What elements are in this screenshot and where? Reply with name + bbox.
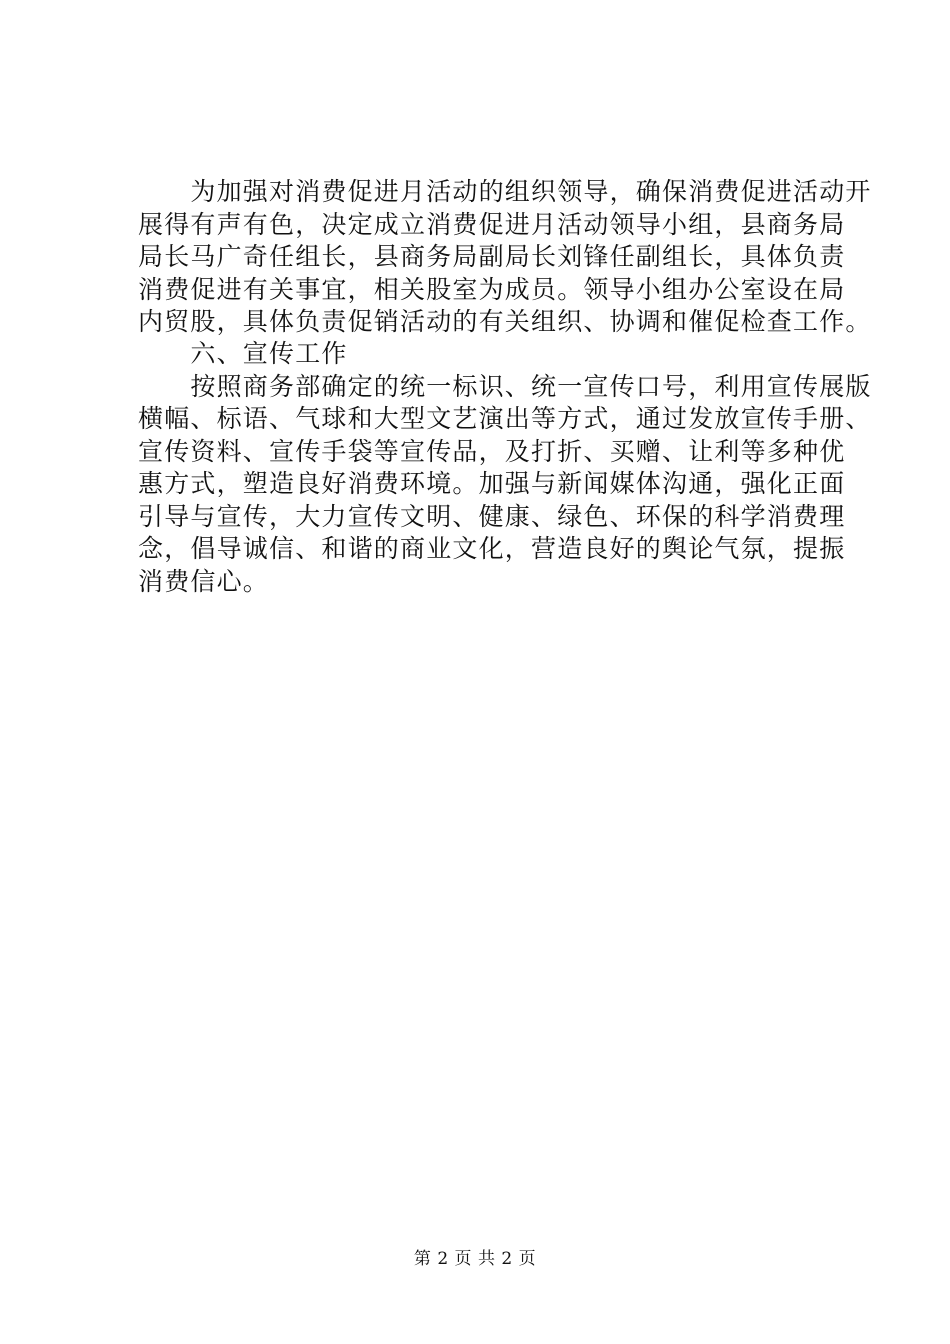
paragraph-line: 展得有声有色，决定成立消费促进月活动领导小组，县商务局 bbox=[138, 209, 846, 239]
paragraph-line: 横幅、标语、气球和大型文艺演出等方式，通过发放宣传手册、 bbox=[138, 404, 872, 433]
publicity-section bbox=[138, 338, 872, 598]
section-heading: 六、宣传工作 bbox=[138, 339, 348, 368]
paragraph-line: 按照商务部确定的统一标识、统一宣传口号，利用宣传展版 bbox=[138, 371, 872, 401]
paragraph-line: 念，倡导诚信、和谐的商业文化，营造良好的舆论气氛，提振 bbox=[138, 534, 846, 563]
leadership-group-paragraph bbox=[138, 176, 872, 339]
page-number-footer: 第 2 页 共 2 页 bbox=[413, 1249, 537, 1269]
paragraph-line: 引导与宣传，大力宣传文明、健康、绿色、环保的科学消费理 bbox=[138, 501, 846, 531]
paragraph-line: 宣传资料、宣传手袋等宣传品，及打折、买赠、让利等多种优 bbox=[138, 436, 846, 466]
paragraph-line: 局长马广奇任组长，县商务局副局长刘锋任副组长，具体负责 bbox=[138, 242, 846, 271]
paragraph-line: 为加强对消费促进月活动的组织领导，确保消费促进活动开 bbox=[138, 177, 872, 206]
paragraph-line: 内贸股，具体负责促销活动的有关组织、协调和催促检查工作。 bbox=[138, 307, 872, 336]
paragraph-line: 惠方式，塑造良好消费环境。加强与新闻媒体沟通，强化正面 bbox=[138, 469, 846, 498]
paragraph-line: 消费促进有关事宜，相关股室为成员。领导小组办公室设在局 bbox=[138, 274, 846, 304]
paragraph-line: 消费信心。 bbox=[138, 566, 270, 596]
